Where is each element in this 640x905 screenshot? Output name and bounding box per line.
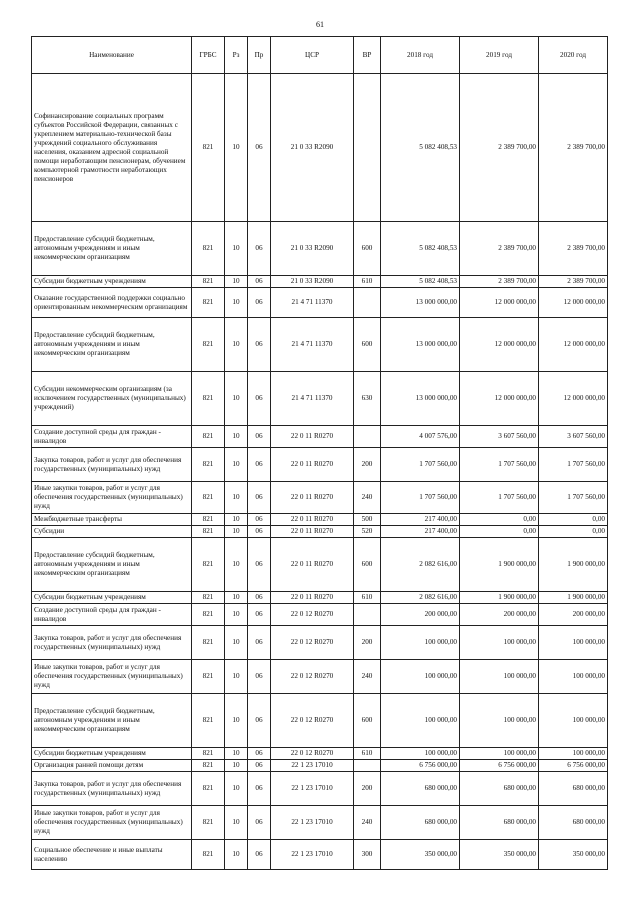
cell-name: Субсидии бюджетным учреждениям [32, 592, 192, 604]
cell-vr: 600 [354, 318, 381, 372]
cell-pr: 06 [248, 760, 271, 772]
cell-y2020: 680 000,00 [539, 806, 608, 840]
cell-y2019: 1 707 560,00 [460, 482, 539, 514]
table-row [32, 806, 608, 840]
cell-rz: 10 [225, 760, 248, 772]
cell-rz: 10 [225, 772, 248, 806]
cell-y2020: 12 000 000,00 [539, 288, 608, 318]
cell-vr: 610 [354, 592, 381, 604]
cell-pr: 06 [248, 772, 271, 806]
cell-csr: 21 4 71 11370 [271, 372, 354, 426]
cell-rz: 10 [225, 660, 248, 694]
cell-vr [354, 74, 381, 222]
cell-name: Организация ранней помощи детям [32, 760, 192, 772]
cell-rz: 10 [225, 806, 248, 840]
table-row [32, 448, 608, 482]
cell-pr: 06 [248, 426, 271, 448]
table-row [32, 482, 608, 514]
table-row [32, 74, 608, 222]
cell-y2020: 100 000,00 [539, 626, 608, 660]
cell-csr: 22 1 23 17010 [271, 772, 354, 806]
cell-y2019: 3 607 560,00 [460, 426, 539, 448]
cell-y2019: 200 000,00 [460, 604, 539, 626]
cell-grbs: 821 [192, 748, 225, 760]
cell-y2020: 2 389 700,00 [539, 276, 608, 288]
cell-pr: 06 [248, 482, 271, 514]
cell-rz: 10 [225, 748, 248, 760]
budget-table [31, 36, 608, 870]
cell-grbs: 821 [192, 660, 225, 694]
cell-vr [354, 604, 381, 626]
cell-vr: 240 [354, 660, 381, 694]
cell-vr: 610 [354, 748, 381, 760]
cell-y2019: 2 389 700,00 [460, 276, 539, 288]
cell-name: Субсидии бюджетным учреждениям [32, 276, 192, 288]
cell-csr: 22 1 23 17010 [271, 760, 354, 772]
cell-grbs: 821 [192, 806, 225, 840]
cell-y2020: 2 389 700,00 [539, 222, 608, 276]
cell-y2020: 350 000,00 [539, 840, 608, 870]
cell-y2019: 6 756 000,00 [460, 760, 539, 772]
cell-grbs: 821 [192, 372, 225, 426]
cell-y2020: 12 000 000,00 [539, 372, 608, 426]
cell-csr: 22 0 12 R0270 [271, 626, 354, 660]
cell-y2020: 1 707 560,00 [539, 448, 608, 482]
table-row [32, 222, 608, 276]
cell-rz: 10 [225, 288, 248, 318]
cell-y2020: 3 607 560,00 [539, 426, 608, 448]
table-row [32, 760, 608, 772]
cell-pr: 06 [248, 806, 271, 840]
cell-y2018: 5 082 408,53 [381, 74, 460, 222]
cell-csr: 22 1 23 17010 [271, 840, 354, 870]
cell-grbs: 821 [192, 626, 225, 660]
cell-csr: 21 4 71 11370 [271, 288, 354, 318]
header-csr: ЦСР [271, 37, 354, 74]
cell-pr: 06 [248, 538, 271, 592]
cell-grbs: 821 [192, 276, 225, 288]
cell-rz: 10 [225, 592, 248, 604]
cell-csr: 22 0 11 R0270 [271, 482, 354, 514]
cell-csr: 22 0 12 R0270 [271, 748, 354, 760]
cell-y2019: 1 707 560,00 [460, 448, 539, 482]
cell-rz: 10 [225, 526, 248, 538]
header-name: Наименование [32, 37, 192, 74]
cell-grbs: 821 [192, 760, 225, 772]
cell-pr: 06 [248, 372, 271, 426]
cell-rz: 10 [225, 372, 248, 426]
cell-rz: 10 [225, 318, 248, 372]
cell-csr: 22 0 12 R0270 [271, 694, 354, 748]
header-2018: 2018 год [381, 37, 460, 74]
cell-rz: 10 [225, 626, 248, 660]
cell-y2020: 1 900 000,00 [539, 592, 608, 604]
table-row [32, 626, 608, 660]
table-row [32, 514, 608, 526]
cell-y2018: 200 000,00 [381, 604, 460, 626]
cell-csr: 22 0 12 R0270 [271, 604, 354, 626]
header-2020: 2020 год [539, 37, 608, 74]
cell-pr: 06 [248, 74, 271, 222]
cell-name: Межбюджетные трансферты [32, 514, 192, 526]
cell-vr: 200 [354, 626, 381, 660]
cell-name: Создание доступной среды для граждан - инвалидов [32, 604, 192, 626]
cell-grbs: 821 [192, 538, 225, 592]
cell-grbs: 821 [192, 426, 225, 448]
cell-vr: 520 [354, 526, 381, 538]
cell-y2018: 680 000,00 [381, 806, 460, 840]
cell-y2019: 1 900 000,00 [460, 538, 539, 592]
cell-y2018: 13 000 000,00 [381, 288, 460, 318]
cell-y2018: 13 000 000,00 [381, 372, 460, 426]
cell-csr: 22 0 11 R0270 [271, 514, 354, 526]
cell-y2018: 1 707 560,00 [381, 482, 460, 514]
cell-rz: 10 [225, 222, 248, 276]
cell-vr: 600 [354, 222, 381, 276]
cell-grbs: 821 [192, 482, 225, 514]
cell-csr: 22 0 11 R0270 [271, 448, 354, 482]
cell-pr: 06 [248, 660, 271, 694]
cell-pr: 06 [248, 514, 271, 526]
cell-rz: 10 [225, 840, 248, 870]
cell-rz: 10 [225, 448, 248, 482]
cell-y2018: 5 082 408,53 [381, 222, 460, 276]
cell-rz: 10 [225, 426, 248, 448]
cell-grbs: 821 [192, 604, 225, 626]
cell-vr [354, 288, 381, 318]
cell-y2020: 1 900 000,00 [539, 538, 608, 592]
table-row [32, 538, 608, 592]
cell-y2018: 2 082 616,00 [381, 538, 460, 592]
cell-pr: 06 [248, 694, 271, 748]
cell-name: Субсидии некоммерческим организациям (за исключением государственных (муниципальных) учреждений) [32, 372, 192, 426]
cell-grbs: 821 [192, 222, 225, 276]
cell-csr: 21 0 33 R2090 [271, 276, 354, 288]
cell-y2020: 12 000 000,00 [539, 318, 608, 372]
cell-name: Социальное обеспечение и иные выплаты населению [32, 840, 192, 870]
cell-pr: 06 [248, 448, 271, 482]
cell-y2018: 2 082 616,00 [381, 592, 460, 604]
cell-y2020: 0,00 [539, 526, 608, 538]
cell-vr: 300 [354, 840, 381, 870]
cell-name: Предоставление субсидий бюджетным, автономным учреждениям и иным некоммерческим организациям [32, 538, 192, 592]
cell-name: Предоставление субсидий бюджетным, автономным учреждениям и иным некоммерческим организациям [32, 318, 192, 372]
cell-y2019: 100 000,00 [460, 694, 539, 748]
cell-name: Субсидии [32, 526, 192, 538]
cell-name: Предоставление субсидий бюджетным, автономным учреждениям и иным некоммерческим организациям [32, 694, 192, 748]
table-row [32, 318, 608, 372]
cell-y2020: 200 000,00 [539, 604, 608, 626]
cell-rz: 10 [225, 604, 248, 626]
cell-y2018: 1 707 560,00 [381, 448, 460, 482]
cell-csr: 21 4 71 11370 [271, 318, 354, 372]
cell-vr [354, 426, 381, 448]
table-row [32, 372, 608, 426]
cell-y2019: 680 000,00 [460, 772, 539, 806]
cell-vr: 200 [354, 772, 381, 806]
cell-name: Софинансирование социальных программ субъектов Российской Федерации, связанных с укреплением материально-технической базы учреждений социального обслуживания населения, оказанием адресной социальной помощи неработающим пенсионерам, обучением компьютерной грамотности неработающих пенсионеров [32, 74, 192, 222]
cell-y2020: 680 000,00 [539, 772, 608, 806]
cell-name: Иные закупки товаров, работ и услуг для обеспечения государственных (муниципальных) нужд [32, 482, 192, 514]
cell-y2018: 100 000,00 [381, 626, 460, 660]
cell-name: Предоставление субсидий бюджетным, автономным учреждениям и иным некоммерческим организациям [32, 222, 192, 276]
cell-y2020: 1 707 560,00 [539, 482, 608, 514]
table-row [32, 660, 608, 694]
cell-y2019: 100 000,00 [460, 748, 539, 760]
cell-y2020: 2 389 700,00 [539, 74, 608, 222]
cell-y2018: 5 082 408,53 [381, 276, 460, 288]
table-row [32, 592, 608, 604]
table-row [32, 288, 608, 318]
cell-rz: 10 [225, 514, 248, 526]
table-row [32, 694, 608, 748]
cell-y2018: 217 400,00 [381, 514, 460, 526]
cell-pr: 06 [248, 222, 271, 276]
cell-y2018: 217 400,00 [381, 526, 460, 538]
cell-grbs: 821 [192, 74, 225, 222]
cell-pr: 06 [248, 526, 271, 538]
cell-grbs: 821 [192, 840, 225, 870]
cell-y2018: 100 000,00 [381, 694, 460, 748]
cell-y2019: 0,00 [460, 514, 539, 526]
cell-grbs: 821 [192, 288, 225, 318]
cell-name: Иные закупки товаров, работ и услуг для обеспечения государственных (муниципальных) нужд [32, 660, 192, 694]
header-row [32, 37, 608, 74]
cell-y2019: 12 000 000,00 [460, 372, 539, 426]
cell-vr: 630 [354, 372, 381, 426]
cell-csr: 22 0 11 R0270 [271, 538, 354, 592]
cell-y2020: 100 000,00 [539, 694, 608, 748]
cell-vr: 500 [354, 514, 381, 526]
cell-grbs: 821 [192, 526, 225, 538]
cell-y2019: 100 000,00 [460, 660, 539, 694]
cell-csr: 22 1 23 17010 [271, 806, 354, 840]
cell-y2018: 13 000 000,00 [381, 318, 460, 372]
cell-pr: 06 [248, 592, 271, 604]
cell-y2018: 100 000,00 [381, 748, 460, 760]
cell-grbs: 821 [192, 448, 225, 482]
table-row [32, 526, 608, 538]
cell-pr: 06 [248, 748, 271, 760]
cell-rz: 10 [225, 694, 248, 748]
cell-y2019: 2 389 700,00 [460, 222, 539, 276]
header-2019: 2019 год [460, 37, 539, 74]
cell-vr: 600 [354, 538, 381, 592]
cell-y2018: 6 756 000,00 [381, 760, 460, 772]
cell-y2019: 100 000,00 [460, 626, 539, 660]
cell-rz: 10 [225, 74, 248, 222]
table-row [32, 426, 608, 448]
cell-y2019: 1 900 000,00 [460, 592, 539, 604]
cell-csr: 22 0 11 R0270 [271, 592, 354, 604]
cell-pr: 06 [248, 318, 271, 372]
cell-pr: 06 [248, 288, 271, 318]
cell-y2019: 350 000,00 [460, 840, 539, 870]
header-grbs: ГРБС [192, 37, 225, 74]
cell-rz: 10 [225, 276, 248, 288]
table-row [32, 276, 608, 288]
cell-csr: 21 0 33 R2090 [271, 222, 354, 276]
cell-rz: 10 [225, 538, 248, 592]
cell-name: Иные закупки товаров, работ и услуг для обеспечения государственных (муниципальных) нужд [32, 806, 192, 840]
page-number: 61 [316, 20, 324, 29]
cell-y2020: 6 756 000,00 [539, 760, 608, 772]
cell-y2019: 2 389 700,00 [460, 74, 539, 222]
cell-csr: 21 0 33 R2090 [271, 74, 354, 222]
header-vr: ВР [354, 37, 381, 74]
cell-y2019: 12 000 000,00 [460, 318, 539, 372]
cell-y2020: 100 000,00 [539, 748, 608, 760]
cell-vr: 610 [354, 276, 381, 288]
cell-grbs: 821 [192, 318, 225, 372]
cell-pr: 06 [248, 840, 271, 870]
cell-grbs: 821 [192, 514, 225, 526]
cell-grbs: 821 [192, 772, 225, 806]
cell-csr: 22 0 11 R0270 [271, 426, 354, 448]
header-rz: Рз [225, 37, 248, 74]
cell-y2020: 100 000,00 [539, 660, 608, 694]
cell-name: Субсидии бюджетным учреждениям [32, 748, 192, 760]
cell-vr: 240 [354, 482, 381, 514]
cell-pr: 06 [248, 604, 271, 626]
cell-rz: 10 [225, 482, 248, 514]
cell-csr: 22 0 11 R0270 [271, 526, 354, 538]
cell-y2018: 100 000,00 [381, 660, 460, 694]
cell-pr: 06 [248, 276, 271, 288]
header-pr: Пр [248, 37, 271, 74]
cell-y2020: 0,00 [539, 514, 608, 526]
cell-name: Создание доступной среды для граждан - инвалидов [32, 426, 192, 448]
cell-grbs: 821 [192, 694, 225, 748]
cell-vr: 600 [354, 694, 381, 748]
cell-y2019: 12 000 000,00 [460, 288, 539, 318]
table-row [32, 604, 608, 626]
cell-name: Закупка товаров, работ и услуг для обеспечения государственных (муниципальных) нужд [32, 448, 192, 482]
cell-pr: 06 [248, 626, 271, 660]
cell-grbs: 821 [192, 592, 225, 604]
cell-name: Оказание государственной поддержки социально ориентированным некоммерческим организациям [32, 288, 192, 318]
cell-y2019: 0,00 [460, 526, 539, 538]
cell-y2018: 680 000,00 [381, 772, 460, 806]
cell-y2018: 350 000,00 [381, 840, 460, 870]
cell-y2018: 4 007 576,00 [381, 426, 460, 448]
table-row [32, 748, 608, 760]
cell-y2019: 680 000,00 [460, 806, 539, 840]
table-body [32, 74, 608, 870]
cell-vr: 200 [354, 448, 381, 482]
cell-csr: 22 0 12 R0270 [271, 660, 354, 694]
cell-vr [354, 760, 381, 772]
table-row [32, 840, 608, 870]
cell-name: Закупка товаров, работ и услуг для обеспечения государственных (муниципальных) нужд [32, 772, 192, 806]
table-row [32, 772, 608, 806]
cell-name: Закупка товаров, работ и услуг для обеспечения государственных (муниципальных) нужд [32, 626, 192, 660]
cell-vr: 240 [354, 806, 381, 840]
